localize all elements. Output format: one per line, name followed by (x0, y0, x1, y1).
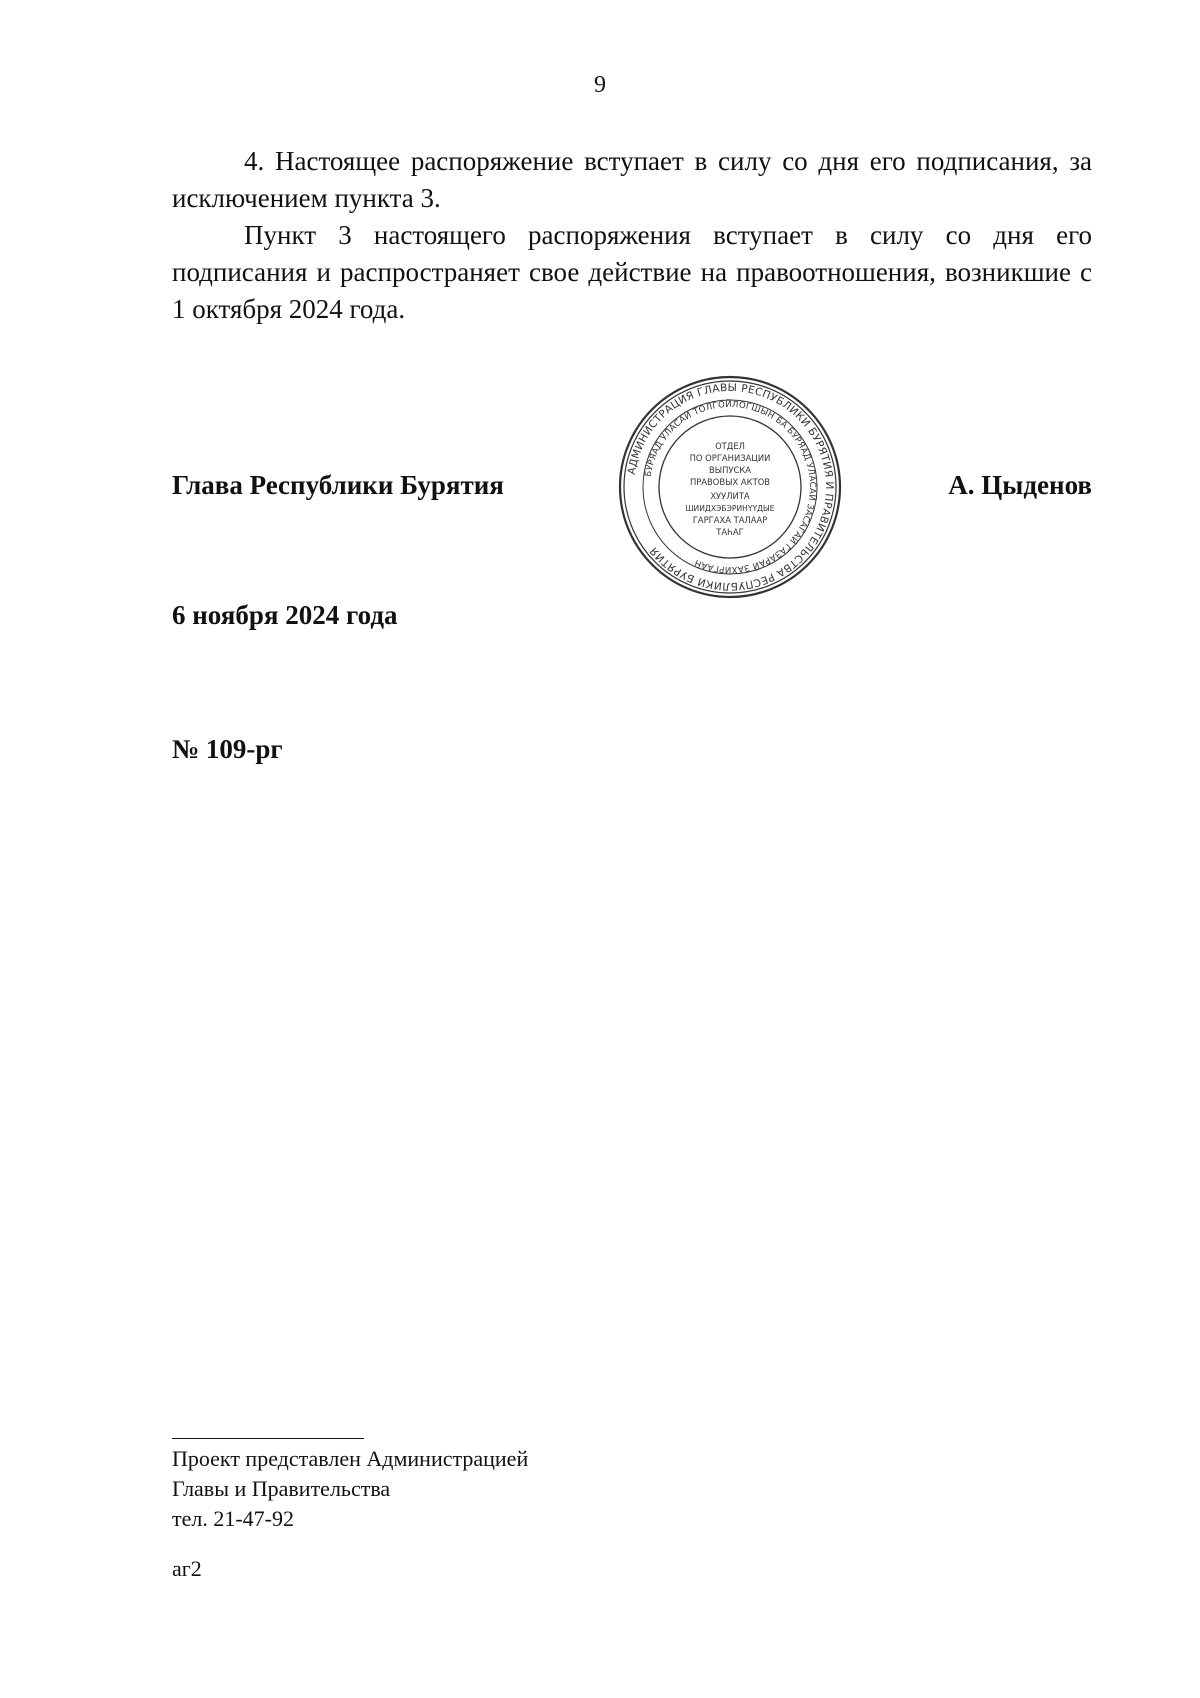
seal-center-line: ПРАВОВЫХ АКТОВ (689, 477, 771, 487)
page-number: 9 (594, 72, 606, 98)
seal-center-line: ОТДЕЛ (715, 441, 745, 451)
seal-outer-ring-text: АДМИНИСТРАЦИЯ ГЛАВЫ РЕСПУБЛИКИ БУРЯТИЯ И ПРАВИТЕЛЬСТВА РЕСПУБЛИКИ БУРЯТИЯ (625, 381, 836, 593)
seal-inner-ring-text: БУРЯАД УЛАСАЙ ТОЛГОЙЛОГШЫН БА БУРЯАД УЛАСАЙ ЗАСАГАЙ ГАЗАРАЙ ЗАХИРГААН (643, 399, 818, 575)
footnote-line: Главы и Правительства (172, 1476, 391, 1501)
body-paragraph-2 (172, 217, 1092, 328)
seal-center-line: ГАРГАХА ТАЛААР (692, 515, 768, 525)
executor-code: аг2 (172, 1556, 202, 1581)
seal-center-line: ВЫПУСКА (708, 465, 752, 475)
seal-center-text (685, 441, 774, 537)
seal-rings (620, 377, 840, 597)
signatory-title: Глава Республики Бурятия (172, 470, 504, 500)
official-seal-stamp (618, 375, 842, 599)
body-paragraph-1 (172, 143, 1092, 217)
seal-center-line: ШИИДХЭБЭРИНҮҮДЫЕ (685, 504, 775, 513)
signing-date: 6 ноября 2024 года (172, 600, 398, 630)
paragraph-text: Пункт 3 настоящего распоряжения вступает в силу со дня его подписания и распространяет свое действие на правоотношения, возникшие с 1 октября 2024 года. (172, 220, 1092, 324)
seal-center-line: ХУУЛИТА (710, 491, 750, 501)
signatory-name: А. Цыденов (948, 470, 1092, 500)
seal-center-line: ПО ОРГАНИЗАЦИИ (689, 453, 771, 463)
document-number: № 109-рг (172, 734, 283, 764)
footnote-divider (172, 1438, 364, 1439)
paragraph-text: 4. Настоящее распоряжение вступает в силу со дня его подписания, за исключением пункта 3. (172, 146, 1092, 213)
seal-center-line: ТАҺАГ (716, 527, 744, 537)
footnote (172, 1444, 528, 1534)
footnote-line: Проект представлен Администрацией (172, 1446, 529, 1471)
footnote-line: тел. 21-47-92 (172, 1506, 295, 1531)
